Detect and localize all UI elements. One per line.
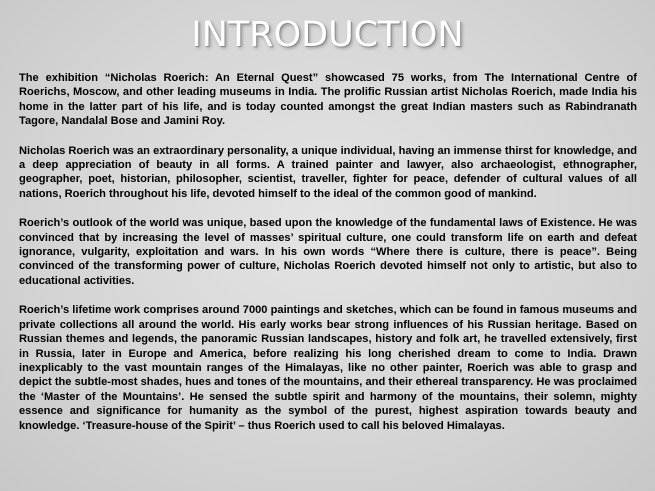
paragraph-lifetime-work: Roerich’s lifetime work comprises around 7000 paintings and sketches, which can be found in famous museums and private collections all around the world. His early works bear strong influences of his Russian heritage. Based on Russian themes and legends, the panoramic Russian landscapes, history and folk art, he travelled extensively, first in Russia, later in Europe and America, before realizing his long cherished dream to come to India. Drawn inexplicably to the vast mountain ranges of the Himalayas, like no other painter, Roerich was able to grasp and depict the subtle-most shades, hues and tones of the mountains, and their ethereal transparency. He was proclaimed the ‘Master of the Mountains’. He sensed the subtle spirit and harmony of the mountains, their solemn, mighty essence and significance for humanity as the symbol of the purest, highest aspiration towards beauty and knowledge. ‘Treasure-house of the Spirit’ – thus Roerich used to call his beloved Himalayas. (19, 304, 637, 432)
paragraph-exhibition: The exhibition “Nicholas Roerich: An Eternal Quest” showcased 75 works, from The International Centre of Roerichs, Moscow, and other leading museums in India. The prolific Russian artist Nicholas Roerich, made India his home in the latter part of his life, and is today counted amongst the great Indian masters such as Rabindranath Tagore, Nandalal Bose and Jamini Roy. (19, 72, 637, 128)
paragraph-personality: Nicholas Roerich was an extraordinary personality, a unique individual, having an immense thirst for knowledge, and a deep appreciation of beauty in all forms. A trained painter and lawyer, also archaeologist, ethnographer, geographer, poet, historian, philosopher, scientist, traveller, fighter for peace, defender of cultural values of all nations, Roerich throughout his life, devoted himself to the ideal of the common good of mankind. (19, 144, 637, 200)
slide-title: INTRODUCTION (191, 15, 464, 55)
paragraph-outlook: Roerich’s outlook of the world was unique, based upon the knowledge of the fundamental laws of Existence. He was convinced that by increasing the level of masses’ spiritual culture, one could transform life on earth and defeat ignorance, vulgarity, exploitation and wars. In his own words “Where there is culture, there is peace”. Being convinced of the transforming power of culture, Nicholas Roerich devoted himself not only to artistic, but also to educational activities. (19, 217, 637, 287)
slide-body (19, 71, 637, 448)
